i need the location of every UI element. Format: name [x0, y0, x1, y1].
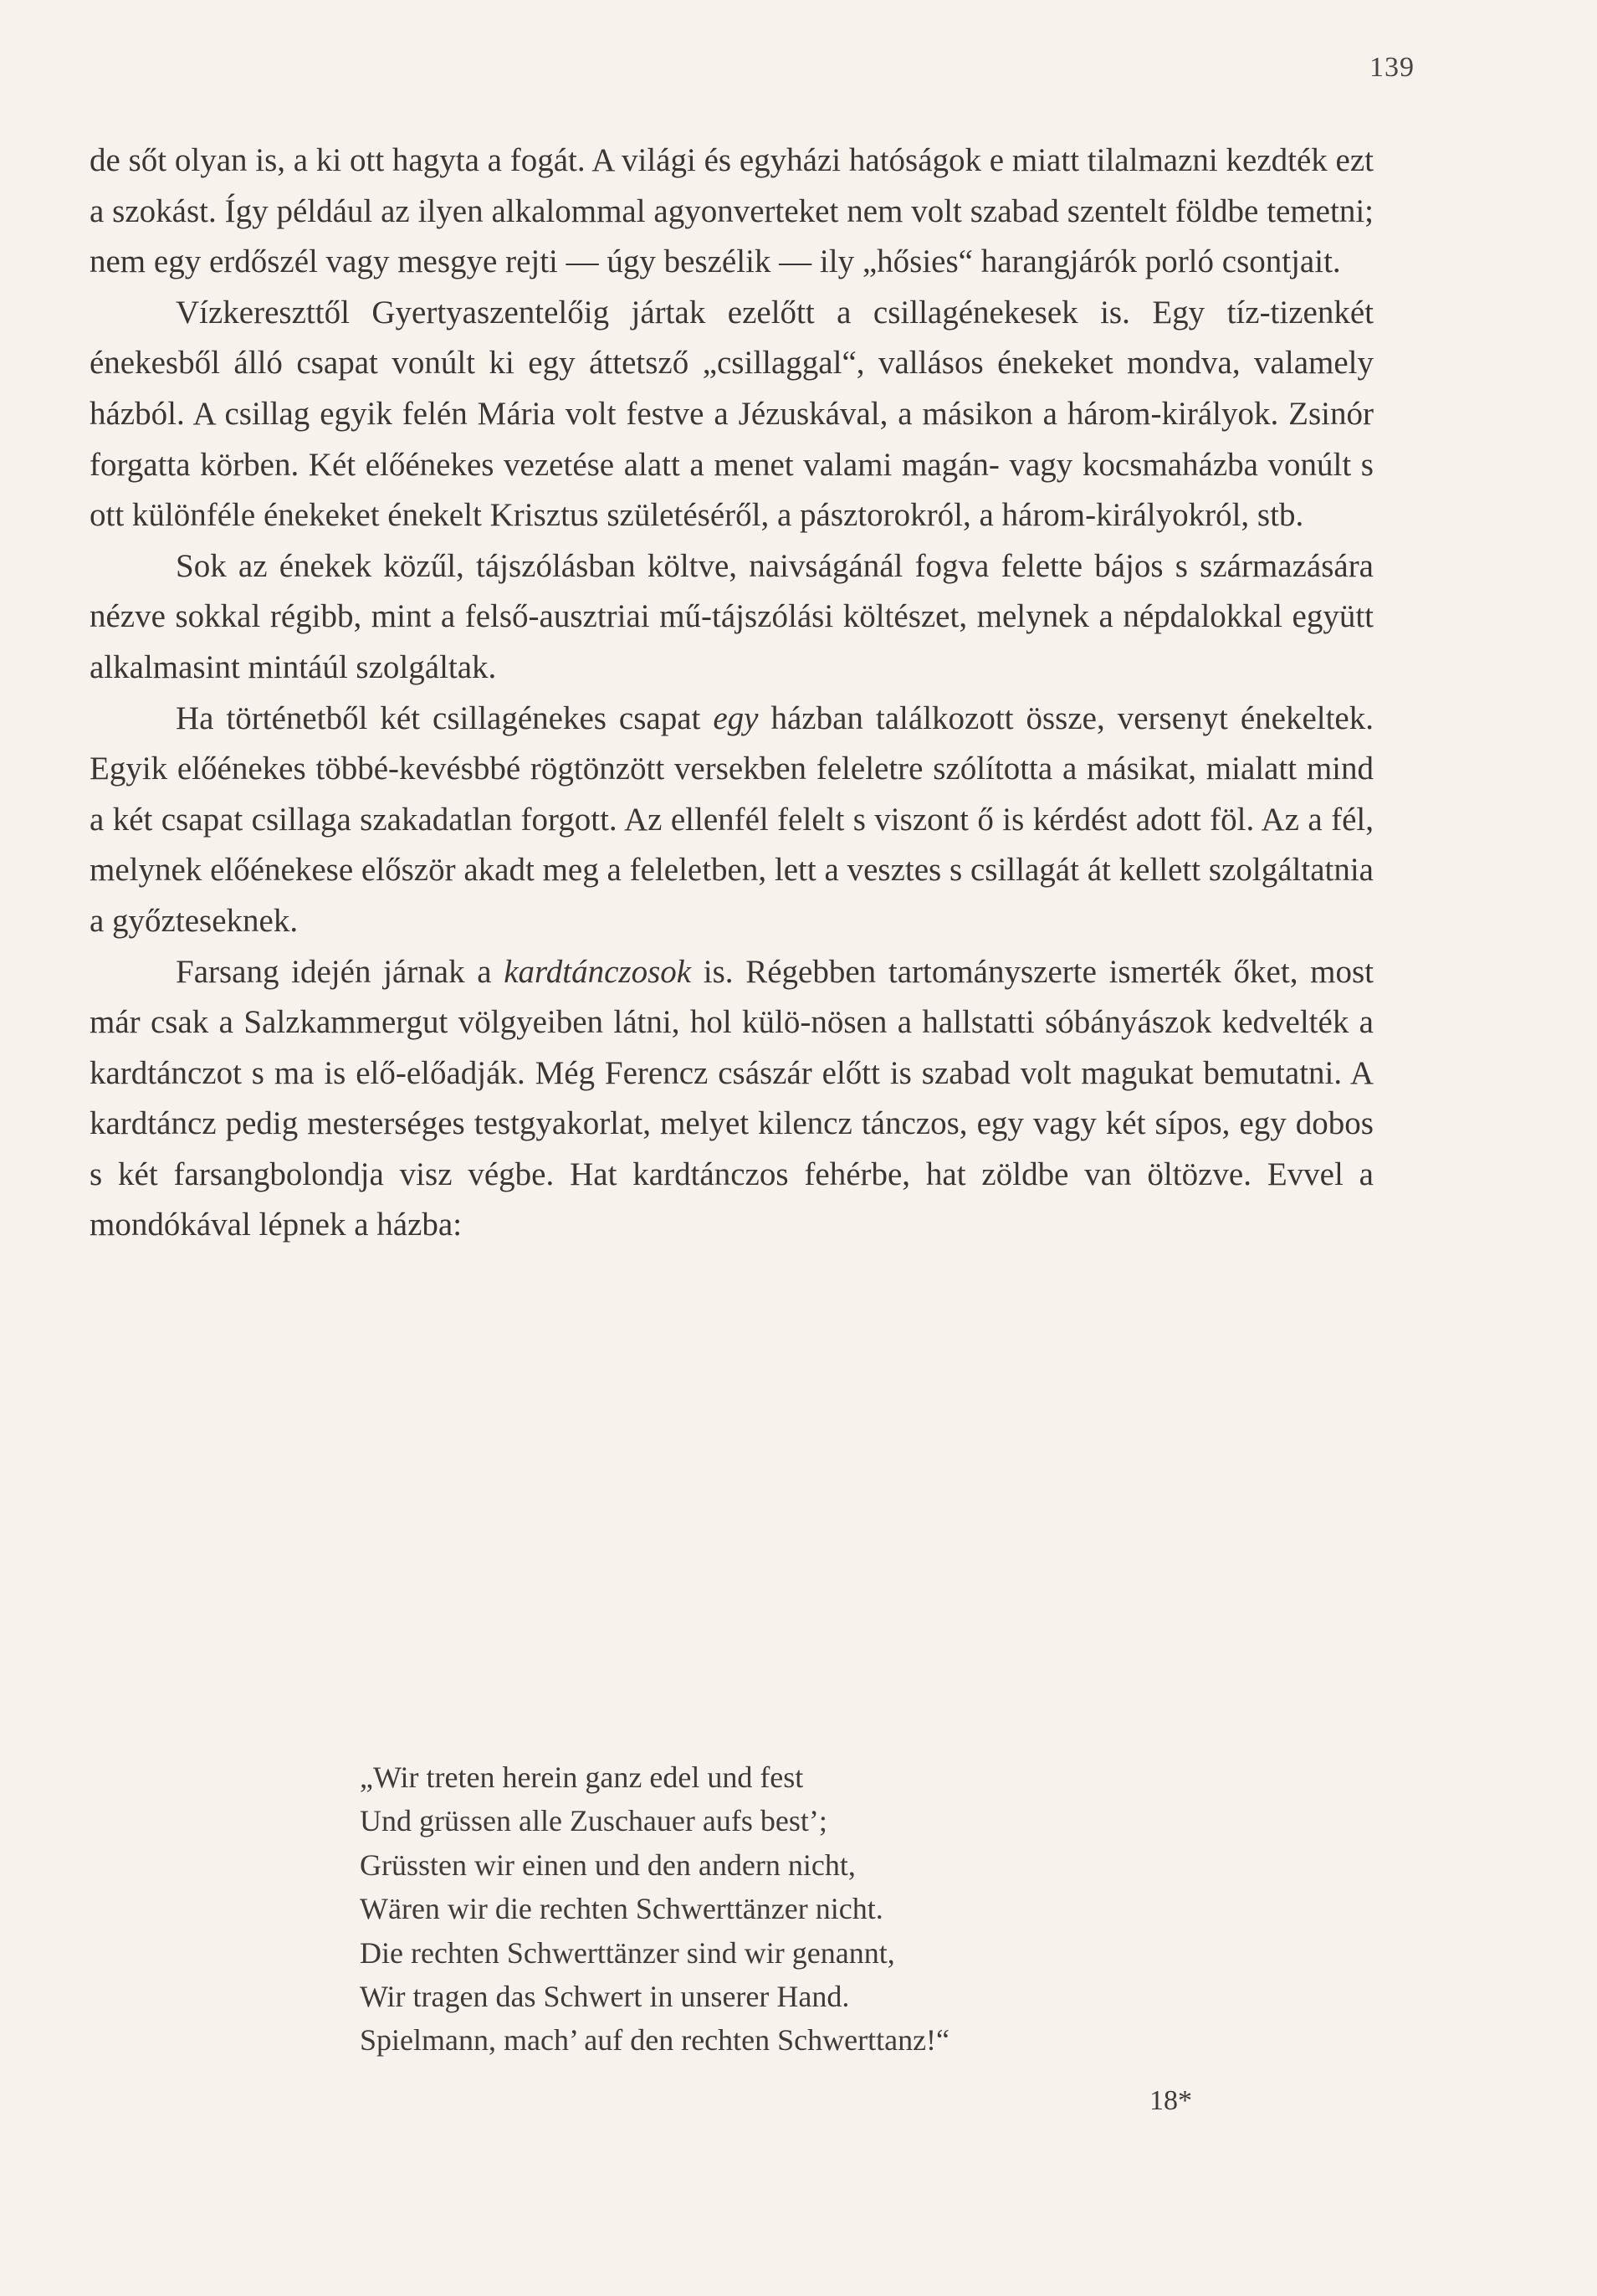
text-segment: Vízkereszttől Gyertyaszentelőig jártak ezelőtt a csillagénekesek is. Egy tíz-tizenkét énekesből álló csapat vonúlt ki egy áttetsző „csillaggal“, vallásos énekeket mondva, valamely házból. A csillag egyik felén Mária volt festve a Jézuskával, a másikon a három-királyok. Zsinór forgatta körben. Két előénekes vezetése alatt a menet valami magán- vagy kocsmaházba vonúlt s ott különféle énekeket énekelt Krisztus születéséről, a pásztorokról, a három-királyokról, stb. [90, 294, 1374, 534]
poem-quote [360, 1755, 949, 2063]
poem-line: Und grüssen alle Zuschauer aufs best’; [360, 1804, 827, 1838]
paragraph-1 [90, 136, 1374, 288]
body-text [90, 136, 1374, 1251]
paragraph-5 [90, 947, 1374, 1252]
text-segment: Ha történetből két csillagénekes csapat [176, 700, 714, 736]
paragraph-4 [90, 694, 1374, 947]
poem-line: „Wir treten herein ganz edel und fest [360, 1760, 804, 1794]
italic-emphasis: kardtánczosok [504, 953, 692, 990]
text-segment: házban találkozott össze, versenyt énekeltek. Egyik előénekes többé-kevésbbé rögtönzött versekben feleletre szólította a másikat, mialatt mind a két csapat csillaga szakadatlan forgott. Az ellenfél felelt s viszont ő is kérdést adott föl. Az a fél, melynek előénekese először akadt meg a feleletben, lett a vesztes s csillagát át kellett szolgáltatnia a győzteseknek. [90, 700, 1374, 939]
signature-mark: 18* [1149, 2085, 1192, 2116]
text-segment: de sőt olyan is, a ki ott hagyta a fogát. A világi és egyházi hatóságok e miatt tilalmazni kezdték ezt a szokást. Így például az ilyen alkalommal agyonverteket nem volt szabad szentelt földbe temetni; nem egy erdőszél vagy mesgye rejti — úgy beszélik — ily „hősies“ harangjárók porló csontjait. [90, 142, 1374, 280]
page-number: 139 [1369, 52, 1415, 83]
paragraph-3 [90, 541, 1374, 694]
text-segment: Sok az énekek közűl, tájszólásban költve, naivságánál fogva felette bájos s származására nézve sokkal régibb, mint a felső-ausztriai mű-tájszólási költészet, melynek a népdalokkal együtt alkalmasint mintáúl szolgáltak. [90, 547, 1374, 685]
poem-line: Wären wir die rechten Schwerttänzer nicht. [360, 1892, 883, 1926]
paragraph-2 [90, 288, 1374, 541]
poem-line: Die rechten Schwerttänzer sind wir genannt, [360, 1935, 895, 1970]
poem-line: Spielmann, mach’ auf den rechten Schwerttanz!“ [360, 2023, 950, 2058]
poem-line: Grüssten wir einen und den andern nicht, [360, 1848, 856, 1882]
text-segment: is. Régebben tartományszerte ismerték őket, most már csak a Salzkammergut völgyeiben látni, hol külö-nösen a hallstatti sóbányászok kedvelték a kardtánczot s ma is elő-előadják. Még Ferencz császár előtt is szabad volt magukat bemutatni. A kardtáncz pedig mesterséges testgyakorlat, melyet kilencz tánczos, egy vagy két sípos, egy dobos s két farsangbolondja visz végbe. Hat kardtánczos fehérbe, hat zöldbe van öltözve. Evvel a mondókával lépnek a házba: [90, 953, 1374, 1243]
italic-emphasis: egy [713, 700, 759, 736]
text-segment: Farsang idején járnak a [176, 953, 504, 990]
poem-line: Wir tragen das Schwert in unserer Hand. [360, 1980, 850, 2014]
